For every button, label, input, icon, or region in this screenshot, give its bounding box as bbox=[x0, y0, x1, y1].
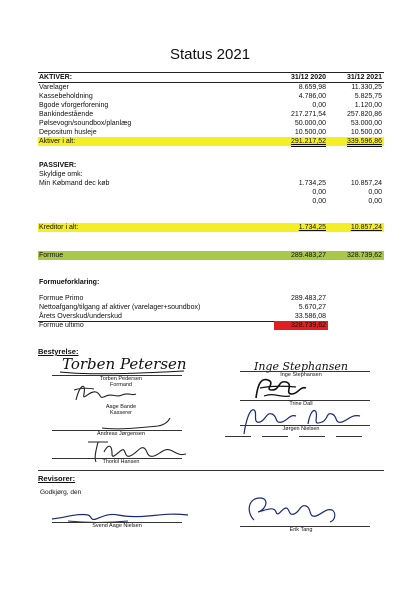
row-label: Depositum husleje bbox=[39, 129, 97, 136]
signature-andreas bbox=[98, 408, 178, 432]
kreditor-label: Kreditor i alt: bbox=[39, 224, 79, 231]
aktiver-total-row bbox=[38, 137, 384, 146]
svg-text:Inge Stephansen: Inge Stephansen bbox=[254, 360, 348, 373]
aktiver-total-label: Aktiver i alt: bbox=[39, 138, 76, 145]
revisor-name: Svend Aage Nielsen bbox=[92, 523, 142, 529]
forklaring-row bbox=[38, 312, 384, 321]
forklaring-row bbox=[38, 294, 384, 303]
row-label: Kassebeholdning bbox=[39, 93, 93, 100]
row-label: Årets Overskud/underskud bbox=[39, 313, 122, 320]
row-label: Bgode vforgerforening bbox=[39, 102, 109, 109]
blank-line bbox=[336, 436, 362, 437]
forklaring-row bbox=[38, 303, 384, 312]
row-value-2021: 257.820,86 bbox=[346, 111, 382, 118]
row-label: Nettoafgang/tilgang af aktiver (varelager+soundbox) bbox=[39, 304, 201, 311]
passiver-heading: PASSIVER: bbox=[39, 162, 77, 169]
member-role: Kasserer bbox=[109, 410, 132, 416]
aktiver-header-row bbox=[38, 73, 384, 82]
aktiver-row bbox=[38, 119, 384, 128]
row-value-2020: 10.500,00 bbox=[294, 129, 326, 136]
row-label: Bankindestående bbox=[39, 111, 94, 118]
row-value-2020: 0,00 bbox=[312, 102, 326, 109]
row-value-2020: 8.659,98 bbox=[298, 84, 326, 91]
row-value: 33.586,08 bbox=[294, 313, 326, 320]
row-value-2021: 10.500,00 bbox=[350, 129, 382, 136]
row-value-2021: 0,00 bbox=[368, 198, 382, 205]
signature-torben bbox=[58, 352, 188, 376]
passiver-header-row bbox=[38, 161, 384, 170]
col1-header: 31/12 2020 bbox=[290, 74, 326, 81]
row-value-2020: 4.786,00 bbox=[298, 93, 326, 100]
signature-erik bbox=[236, 492, 346, 526]
row-value-2020: 0,00 bbox=[312, 198, 326, 205]
kreditor-2021: 10.857,24 bbox=[350, 224, 382, 231]
aktiver-total-2021: 339.596,86 bbox=[346, 138, 382, 145]
kreditor-total-row bbox=[38, 223, 384, 232]
member-name: Jørgen Nielsen bbox=[282, 426, 320, 432]
col2-header: 31/12 2021 bbox=[346, 74, 382, 81]
row-value-2020: 0,00 bbox=[312, 189, 326, 196]
aktiver-row bbox=[38, 83, 384, 92]
blank-line bbox=[262, 436, 288, 437]
ultimo-value: 328.739,62 bbox=[290, 322, 326, 329]
kreditor-2020: 1.734,25 bbox=[298, 224, 326, 231]
row-value-2020: 217.271,54 bbox=[290, 111, 326, 118]
passiver-sub-row bbox=[38, 170, 384, 179]
member-name: Torben Pedersen bbox=[100, 376, 142, 382]
row-label: Min Købmand dec køb bbox=[39, 180, 110, 187]
forklaring-heading: Formueforklaring: bbox=[39, 279, 100, 286]
blank-line bbox=[299, 436, 325, 437]
revisorer-rule bbox=[38, 470, 384, 471]
member-name: Inge Stephansen bbox=[280, 372, 322, 378]
signature-trine bbox=[250, 374, 310, 402]
page-title: Status 2021 bbox=[169, 46, 251, 63]
aktiver-total-2020: 291.217,52 bbox=[290, 138, 326, 145]
row-value: 289.483,27 bbox=[290, 295, 326, 302]
row-value-2021: 53.000,00 bbox=[350, 120, 382, 127]
row-value-2020: 50.000,00 bbox=[294, 120, 326, 127]
formue-2021: 328.739,62 bbox=[346, 252, 382, 259]
passiver-row bbox=[38, 197, 384, 206]
row-label: Formue Primo bbox=[39, 295, 84, 302]
row-value-2020: 1.734,25 bbox=[298, 180, 326, 187]
aktiver-row bbox=[38, 92, 384, 101]
revisorer-heading: Revisorer: bbox=[38, 474, 76, 483]
signature-aage bbox=[70, 380, 140, 406]
passiver-row bbox=[38, 188, 384, 197]
passiver-row bbox=[38, 179, 384, 188]
formue-row bbox=[38, 251, 384, 260]
row-value-2021: 5.825,75 bbox=[354, 93, 382, 100]
row-value-2021: 0,00 bbox=[368, 189, 382, 196]
aktiver-heading: AKTIVER: bbox=[39, 74, 73, 81]
formue-2020: 289.483,27 bbox=[290, 252, 326, 259]
bestyrelse-heading: Bestyrelse: bbox=[38, 347, 79, 356]
row-label: Varelager bbox=[39, 84, 69, 91]
revisor-name: Erik Tang bbox=[289, 527, 313, 533]
member-name: Trine Dall bbox=[289, 401, 313, 407]
row-value-2021: 1.120,00 bbox=[354, 102, 382, 109]
forklaring-header-row bbox=[38, 278, 384, 287]
aktiver-row bbox=[38, 110, 384, 119]
row-label: Pølsevogn/soundbox/planlæg bbox=[39, 120, 132, 127]
formue-label: Formue bbox=[39, 252, 64, 259]
svg-text:Torben Petersen: Torben Petersen bbox=[62, 355, 187, 373]
member-name: Thorkil Hansen bbox=[102, 459, 140, 465]
passiver-sub: Skyldige omk: bbox=[39, 171, 83, 178]
member-name: Andreas Jørgensen bbox=[97, 431, 145, 437]
aktiver-row bbox=[38, 128, 384, 137]
revisorer-note: Godkjørg, den bbox=[40, 489, 82, 496]
row-value-2021: 11.330,25 bbox=[351, 84, 382, 91]
row-value: 5.670,27 bbox=[298, 304, 326, 311]
ultimo-row bbox=[38, 321, 384, 330]
aktiver-row bbox=[38, 101, 384, 110]
ultimo-label: Formue ultimo bbox=[39, 322, 84, 329]
blank-line bbox=[225, 436, 251, 437]
member-name: Aage Bande bbox=[105, 404, 137, 410]
row-value-2021: 10.857,24 bbox=[350, 180, 382, 187]
member-role: Formand bbox=[109, 382, 132, 388]
